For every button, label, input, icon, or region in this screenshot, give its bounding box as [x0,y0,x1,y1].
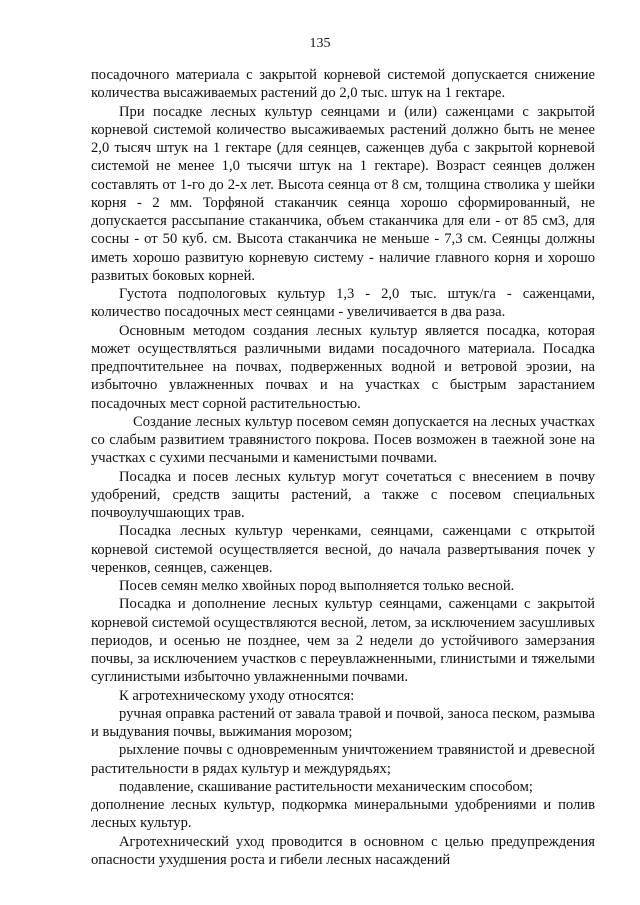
list-item: подавление, скашивание растительности механическим способом; [119,778,533,795]
document-body [91,66,595,869]
paragraph: Посадка и дополнение лесных культур сеянцами, саженцами с закрытой корневой системой осуществляются весной, летом, за исключением засушливых периодов, и осенью не позднее, чем за 2 недели до устойчивого замерзания почвы, за исключением участков с переувлажненными, глинистыми и тяжелыми суглинистыми избыточно увлажненными почвами. [91,596,595,686]
page-number: 135 [309,36,331,51]
list-item: дополнение лесных культур, подкормка минеральными удобрениями и полив лесных культур. [91,797,595,832]
list-item: рыхление почвы с одновременным уничтожением травянистой и древесной растительности в рядах культур и междурядьях; [91,742,595,777]
paragraph: Основным методом создания лесных культур является посадка, которая может осуществляться различными видами посадочного материала. Посадка предпочтительнее на почвах, подверженных водной и ветровой эрозии, на избыточно увлажненных почвах и на участках с быстрым зарастанием посадочных мест сорной растительностью. [91,322,595,412]
paragraph: Агротехнический уход проводится в основном с целью предупреждения опасности ухудшения роста и гибели лесных насаждений [91,833,595,868]
paragraph: Густота подпологовых культур 1,3 - 2,0 тыс. штук/га - саженцами, количество посадочных мест сеянцами - увеличивается в два раза. [91,286,595,321]
paragraph: Посадка лесных культур черенками, сеянцами, саженцами с открытой корневой системой осуществляется весной, до начала развертывания почек у черенков, сеянцев, саженцев. [91,523,595,576]
list-item: ручная оправка растений от завала травой и почвой, заноса песком, размыва и выдувания почвы, выжимания морозом; [91,705,595,740]
paragraph: Посадка и посев лесных культур могут сочетаться с внесением в почву удобрений, средств защиты растений, а также с посевом специальных почвоулучшающих трав. [91,468,595,521]
paragraph: При посадке лесных культур сеянцами и (или) саженцами с закрытой корневой системой количество высаживаемых растений должно быть не менее 2,0 тысяч штук на 1 гектаре (для сеянцев, саженцев дуба с закрытой корневой системой не менее 1,0 тысячи штук на 1 гектаре). Возраст сеянцев должен составлять от 1-го до 2-х лет. Высота сеянца от 8 см, толщина стволика у шейки корня - 2 мм. Торфяной стаканчик сеянца хорошо сформированный, не допускается рассыпание стаканчика, объем стаканчика для ели - от 85 см3, для сосны - от 50 куб. см. Высота стаканчика не меньше - 7,3 см. Сеянцы должны иметь хорошо развитую корневую систему - наличие главного корня и хорошо развитых боковых корней. [91,103,595,284]
paragraph: К агротехническому уходу относятся: [119,687,355,704]
paragraph: посадочного материала с закрытой корневой системой допускается снижение количества высаживаемых растений до 2,0 тыс. штук на 1 гектаре. [91,67,595,102]
paragraph: Посев семян мелко хвойных пород выполняется только весной. [119,578,515,594]
paragraph: Создание лесных культур посевом семян допускается на лесных участках со слабым развитием травянистого покрова. Посев возможен в таежной зоне на участках с сухими песчаными и каменистыми почвами. [91,413,595,467]
